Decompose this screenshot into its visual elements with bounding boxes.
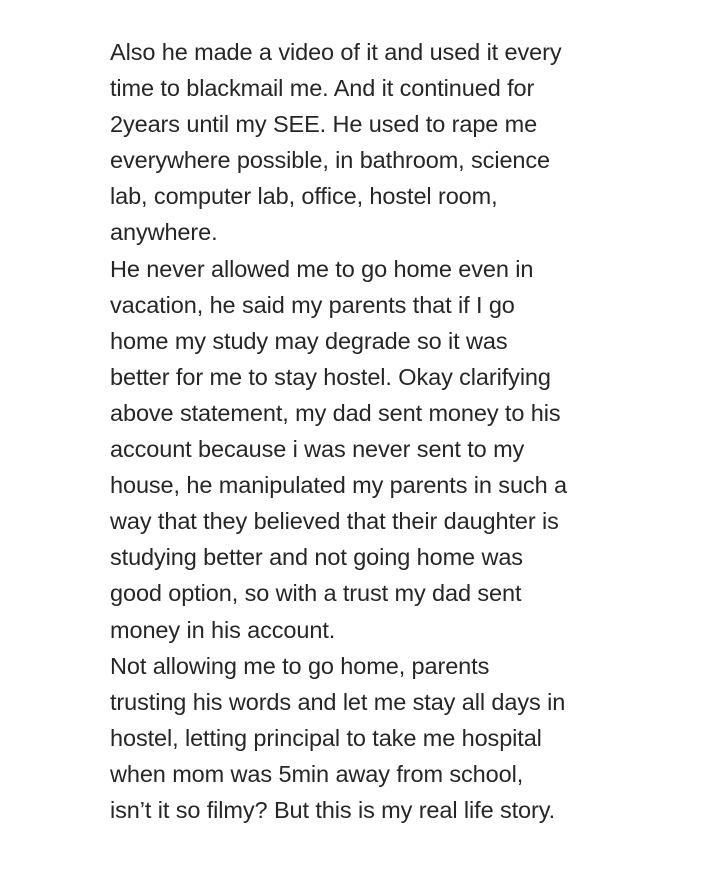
note-line: better for me to stay hostel. Okay clarifying <box>110 363 551 390</box>
note-line: He never allowed me to go home even in <box>110 255 534 282</box>
note-line: everywhere possible, in bathroom, science <box>110 147 551 174</box>
note-line: studying better and not going home was <box>110 544 523 571</box>
note-line: Also he made a video of it and used it every <box>110 39 562 65</box>
note-line: house, he manipulated my parents in such a <box>110 472 567 499</box>
note-line: good option, so with a trust my dad sent <box>110 580 522 607</box>
note-line: time to blackmail me. And it continued for <box>110 75 535 102</box>
note-line: home my study may degrade so it was <box>110 327 508 354</box>
note-line: vacation, he said my parents that if I go <box>110 291 515 318</box>
note-line: when mom was 5min away from school, <box>110 760 524 787</box>
note-line: 2years until my SEE. He used to rape me <box>110 111 538 138</box>
note-line: account because i was never sent to my <box>110 436 525 463</box>
note-line: above statement, my dad sent money to his <box>110 399 561 426</box>
note-line: lab, computer lab, office, hostel room, <box>110 183 498 210</box>
note-line: way that they believed that their daughter is <box>110 508 559 535</box>
note-text-body <box>110 34 670 828</box>
note-line: isn’t it so filmy? But this is my real life story. <box>110 796 556 823</box>
note-line: money in his account. <box>110 616 336 643</box>
note-line: anywhere. <box>110 219 218 246</box>
note-line: hostel, letting principal to take me hospital <box>110 724 542 751</box>
note-line: Not allowing me to go home, parents <box>110 652 490 679</box>
note-line: trusting his words and let me stay all days in <box>110 688 566 715</box>
